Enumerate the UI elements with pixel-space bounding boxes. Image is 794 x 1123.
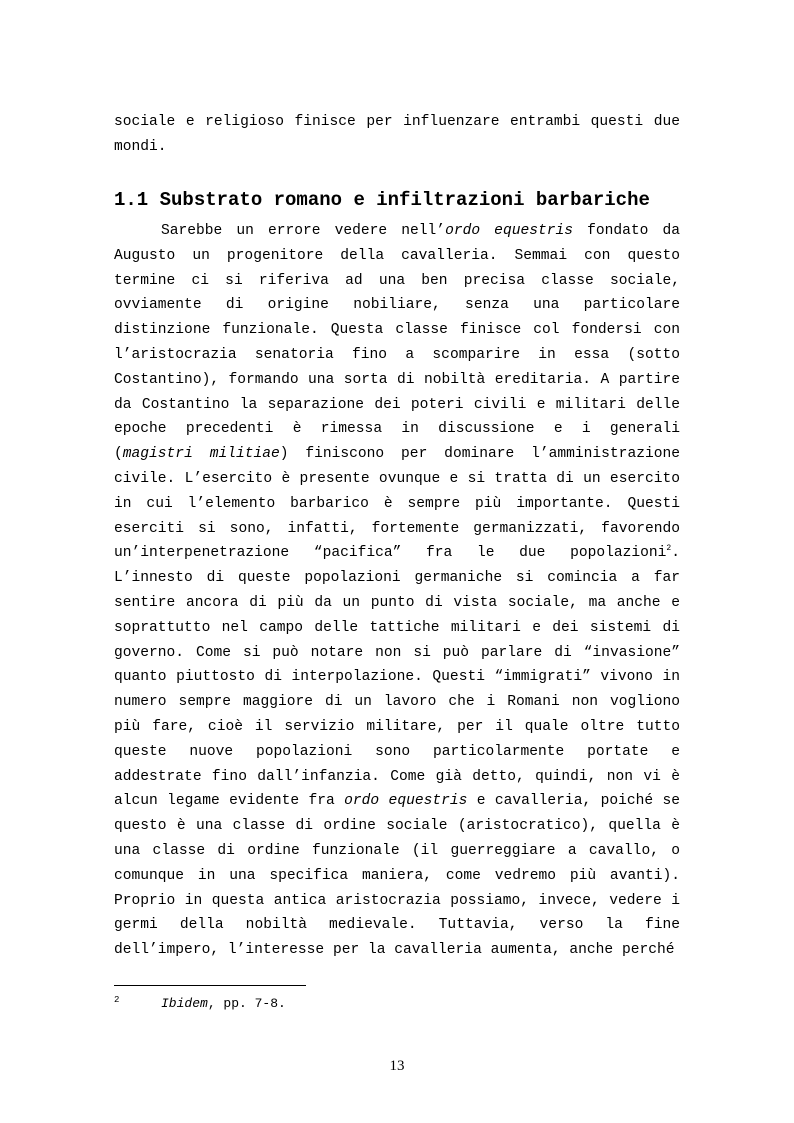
footnote-pages: , pp. 7-8. — [207, 996, 286, 1011]
italic-term-ordo-equestris: ordo equestris — [344, 793, 468, 810]
footnote-reference[interactable]: 2 — [666, 544, 672, 554]
footnote-source: Ibidem — [161, 996, 208, 1011]
footnote — [114, 991, 680, 1013]
italic-term-ordo-equestris: ordo equestris — [445, 223, 574, 239]
text-run: Sarebbe un errore vedere nell’ — [161, 223, 446, 239]
text-run: ) finiscono per dominare l’amministrazione civile. L’esercito è presente ovunque e si tratta di un esercito in cui l’elemento barbarico è sempre più importante. Questi eserciti si sono, infatti, fortemente germanizzati, favorendo un’interpenetrazione “pacifica” fra le due popolazioni — [114, 446, 680, 562]
page-number: 13 — [389, 1058, 405, 1074]
text-run: fondato da Augusto un progenitore della cavalleria. Semmai con questo termine ci si riferiva ad una ben precisa classe sociale, ovviamente di origine nobiliare, senza una particolare distinzione funzionale. Questa classe finisce col fondersi con l’aristocrazia senatoria fino a scomparire in essa (sotto Costantino), formando una sorta di nobiltà ereditaria. A partire da Costantino la separazione dei poteri civili e militari delle epoche precedenti è rimessa in discussione e i generali ( — [114, 223, 681, 463]
body-text — [114, 219, 680, 963]
text-run: e cavalleria, poiché se questo è una classe di ordine sociale (aristocratico), quella è una classe di ordine funzionale (il guerreggiare a cavallo, o comunque in una specifica maniera, come vedremo più avanti). Proprio in questa antica aristocrazia possiamo, invece, vedere i germi della nobiltà medievale. Tuttavia, verso la fine dell’impero, l’interesse per la cavalleria aumenta, anche perché — [114, 793, 681, 959]
intro-paragraph: sociale e religioso finisce per influenzare entrambi questi due mondi. — [114, 114, 680, 155]
footnote-number: 2 — [114, 995, 120, 1005]
body-paragraph — [114, 219, 680, 963]
italic-term-magistri-militiae: magistri militiae — [122, 446, 280, 463]
text-run: . L’innesto di queste popolazioni germaniche si comincia a far sentire ancora di più da un punto di vista sociale, ma anche e soprattutto nel campo delle tattiche militari e dei sistemi di governo. Come si può notare non si può parlare di “invasione” quanto piuttosto di interpolazione. Questi “immigrati” vivono in numero sempre maggiore di un lavoro che i Romani non vogliono più fare, cioè il servizio militare, per il quale oltre tutto queste nuove popolazioni sono particolarmente portate e addestrate fino dall’infanzia. Come già detto, quindi, non vi è alcun legame evidente fra — [114, 545, 680, 810]
section-heading: 1.1 Substrato romano e infiltrazioni barbariche — [114, 189, 650, 211]
footnote-separator — [114, 985, 306, 986]
